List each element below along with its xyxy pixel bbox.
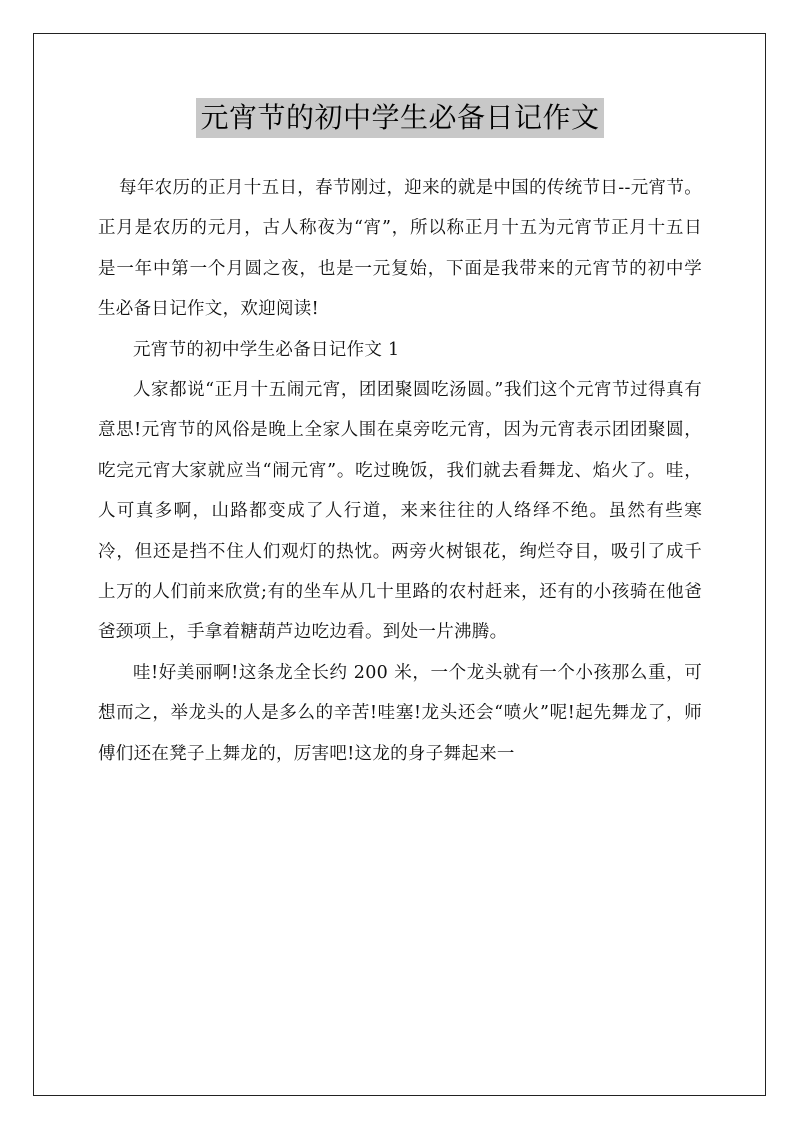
body-paragraph-1: 人家都说“正月十五闹元宵，团团聚圆吃汤圆。”我们这个元宵节过得真有意思!元宵节的风俗是晚上全家人围在桌旁吃元宵，因为元宵表示团团聚圆，吃完元宵大家就应当“闹元宵”。吃过晚饭，我们就去看舞龙、焰火了。哇，人可真多啊，山路都变成了人行道，来来往往的人络绎不绝。虽然有些寒冷，但还是挡不住人们观灯的热忱。两旁火树银花，绚烂夺目，吸引了成千上万的人们前来欣赏;有的坐车从几十里路的农村赶来，还有的小孩骑在他爸爸颈项上，手拿着糖葫芦边吃边看。到处一片沸腾。 (98, 380, 702, 643)
title-area (0, 98, 800, 138)
document-body (98, 168, 702, 774)
intro-paragraph: 每年农历的正月十五日，春节刚过，迎来的就是中国的传统节日--元宵节。 正月是农历的元月，古人称夜为“宵”，所以称正月十五为元宵节正月十五日是一年中第一个月圆之夜，也是一元复始，下面是我带来的元宵节的初中学生必备日记作文，欢迎阅读! (98, 178, 702, 320)
section-heading: 元宵节的初中学生必备日记作文 1 (133, 339, 400, 360)
document-title: 元宵节的初中学生必备日记作文 (196, 98, 603, 138)
body-paragraph-2: 哇!好美丽啊!这条龙全长约 200 米，一个龙头就有一个小孩那么重，可想而之，举龙头的人是多么的辛苦!哇塞!龙头还会“喷火”呢!起先舞龙了，师傅们还在凳子上舞龙的，厉害吧!这龙的身子舞起来一 (98, 662, 702, 764)
